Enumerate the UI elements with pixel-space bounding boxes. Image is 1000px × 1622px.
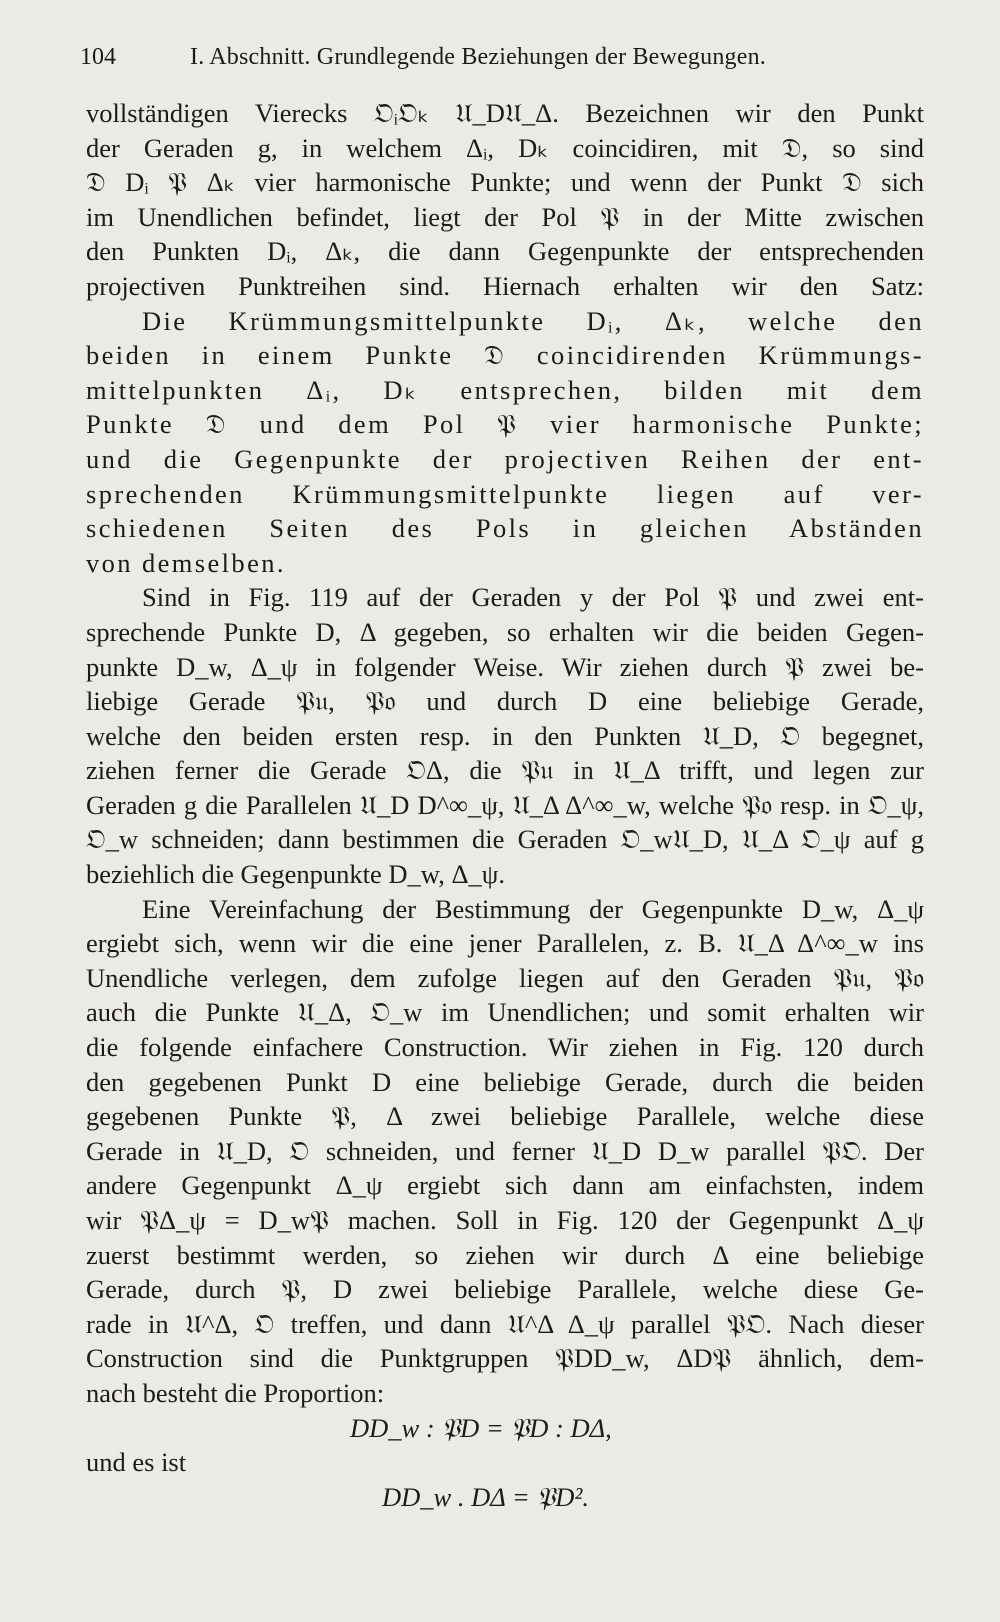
text-line: sprechende Punkte D, Δ gegeben, so erhalten wir die beiden Gegen-: [86, 616, 924, 647]
theorem-line: und die Gegenpunkte der projectiven Reihen der ent-: [86, 443, 924, 474]
formula-1: DD_w : 𝔓D = 𝔓D : DΔ,: [350, 1412, 612, 1443]
text-line: auch die Punkte 𝔘_Δ, 𝔒_w im Unendlichen; und somit erhalten wir: [86, 997, 924, 1028]
text-line: vollständigen Vierecks 𝔒ᵢ𝔒ₖ 𝔘_D𝔘_Δ. Bezeichnen wir den Punkt: [86, 98, 924, 128]
text-line: rade in 𝔘^Δ, 𝔒 treffen, und dann 𝔘^Δ Δ_ψ parallel 𝔓𝔒. Nach dieser: [86, 1308, 924, 1339]
text-line: ziehen ferner die Gerade 𝔒Δ, die 𝔓𝔲 in 𝔘_Δ trifft, und legen zur: [86, 755, 924, 786]
theorem-line: Die Krümmungsmittelpunkte Dᵢ, Δₖ, welche den: [142, 305, 924, 336]
text-line: welche den beiden ersten resp. in den Punkten 𝔘_D, 𝔒 begegnet,: [86, 720, 924, 751]
formula-2: DD_w . DΔ = 𝔓D².: [382, 1481, 589, 1512]
text-line: gegebenen Punkte 𝔓, Δ zwei beliebige Parallele, welche diese: [86, 1101, 924, 1132]
text-line: zuerst bestimmt werden, so ziehen wir durch Δ eine beliebige: [86, 1239, 924, 1270]
page-number: 104: [80, 44, 116, 70]
text-line: Gerade in 𝔘_D, 𝔒 schneiden, und ferner 𝔘_D D_w parallel 𝔓𝔒. Der: [86, 1135, 924, 1166]
text-line: projectiven Punktreihen sind. Hiernach erhalten wir den Satz:: [86, 270, 924, 301]
page-body: [86, 96, 924, 1514]
text-line: im Unendlichen befindet, liegt der Pol 𝔓 in der Mitte zwischen: [86, 201, 924, 232]
theorem-line: mittelpunkten Δᵢ, Dₖ entsprechen, bilden mit dem: [86, 374, 924, 405]
formula-product: [86, 1480, 924, 1515]
text-line: Construction sind die Punktgruppen 𝔓DD_w, ΔD𝔓 ähnlich, dem-: [86, 1343, 924, 1374]
text-line: den gegebenen Punkt D eine beliebige Gerade, durch die beiden: [86, 1066, 924, 1097]
text-line: beziehlich die Gegenpunkte D_w, Δ_ψ.: [86, 859, 505, 890]
formula-proportion: [86, 1411, 924, 1446]
page-header: [80, 44, 910, 78]
text-line: Gerade, durch 𝔓, D zwei beliebige Parallele, welche diese Ge-: [86, 1274, 924, 1305]
text-line: nach besteht die Proportion:: [86, 1377, 385, 1408]
text-line: liebige Gerade 𝔓𝔲, 𝔓𝔬 und durch D eine beliebige Gerade,: [86, 686, 924, 717]
text-line: ergiebt sich, wenn wir die eine jener Parallelen, z. B. 𝔘_Δ Δ^∞_w ins: [86, 928, 924, 959]
theorem-line: schiedenen Seiten des Pols in gleichen Abständen: [86, 513, 924, 544]
text-line: den Punkten Dᵢ, Δₖ, die dann Gegenpunkte der entsprechenden: [86, 236, 924, 267]
text-line: der Geraden g, in welchem Δᵢ, Dₖ coincidiren, mit 𝔇, so sind: [86, 132, 924, 163]
text-line: Sind in Fig. 119 auf der Geraden y der Pol 𝔓 und zwei ent-: [142, 582, 924, 613]
text-line: wir 𝔓Δ_ψ = D_w𝔓 machen. Soll in Fig. 120 der Gegenpunkt Δ_ψ: [86, 1205, 924, 1235]
theorem-line: Punkte 𝔇 und dem Pol 𝔓 vier harmonische Punkte;: [86, 409, 924, 440]
text-line: 𝔇 Dᵢ 𝔓 Δₖ vier harmonische Punkte; und wenn der Punkt 𝔇 sich: [86, 167, 924, 198]
text-line: andere Gegenpunkt Δ_ψ ergiebt sich dann am einfachsten, indem: [86, 1170, 924, 1201]
text-line: Eine Vereinfachung der Bestimmung der Gegenpunkte D_w, Δ_ψ: [142, 893, 924, 924]
text-line: 𝔒_w schneiden; dann bestimmen die Geraden 𝔒_w𝔘_D, 𝔘_Δ 𝔒_ψ auf g: [86, 824, 924, 855]
text-line: die folgende einfachere Construction. Wir ziehen in Fig. 120 durch: [86, 1032, 924, 1063]
text-line: punkte D_w, Δ_ψ in folgender Weise. Wir ziehen durch 𝔓 zwei be-: [86, 651, 924, 682]
theorem-line: von demselben.: [86, 547, 286, 578]
theorem-line: beiden in einem Punkte 𝔇 coincidirenden Krümmungs-: [86, 340, 924, 371]
theorem-line: sprechenden Krümmungsmittelpunkte liegen auf ver-: [86, 478, 924, 509]
text-line: Geraden g die Parallelen 𝔘_D D^∞_ψ, 𝔘_Δ Δ^∞_w, welche 𝔓𝔬 resp. in 𝔒_ψ,: [86, 789, 924, 820]
text-line: Unendliche verlegen, dem zufolge liegen auf den Geraden 𝔓𝔲, 𝔓𝔬: [86, 962, 924, 993]
running-title: I. Abschnitt. Grundlegende Beziehungen der Bewegungen.: [190, 44, 766, 70]
connector-text: und es ist: [86, 1447, 187, 1478]
